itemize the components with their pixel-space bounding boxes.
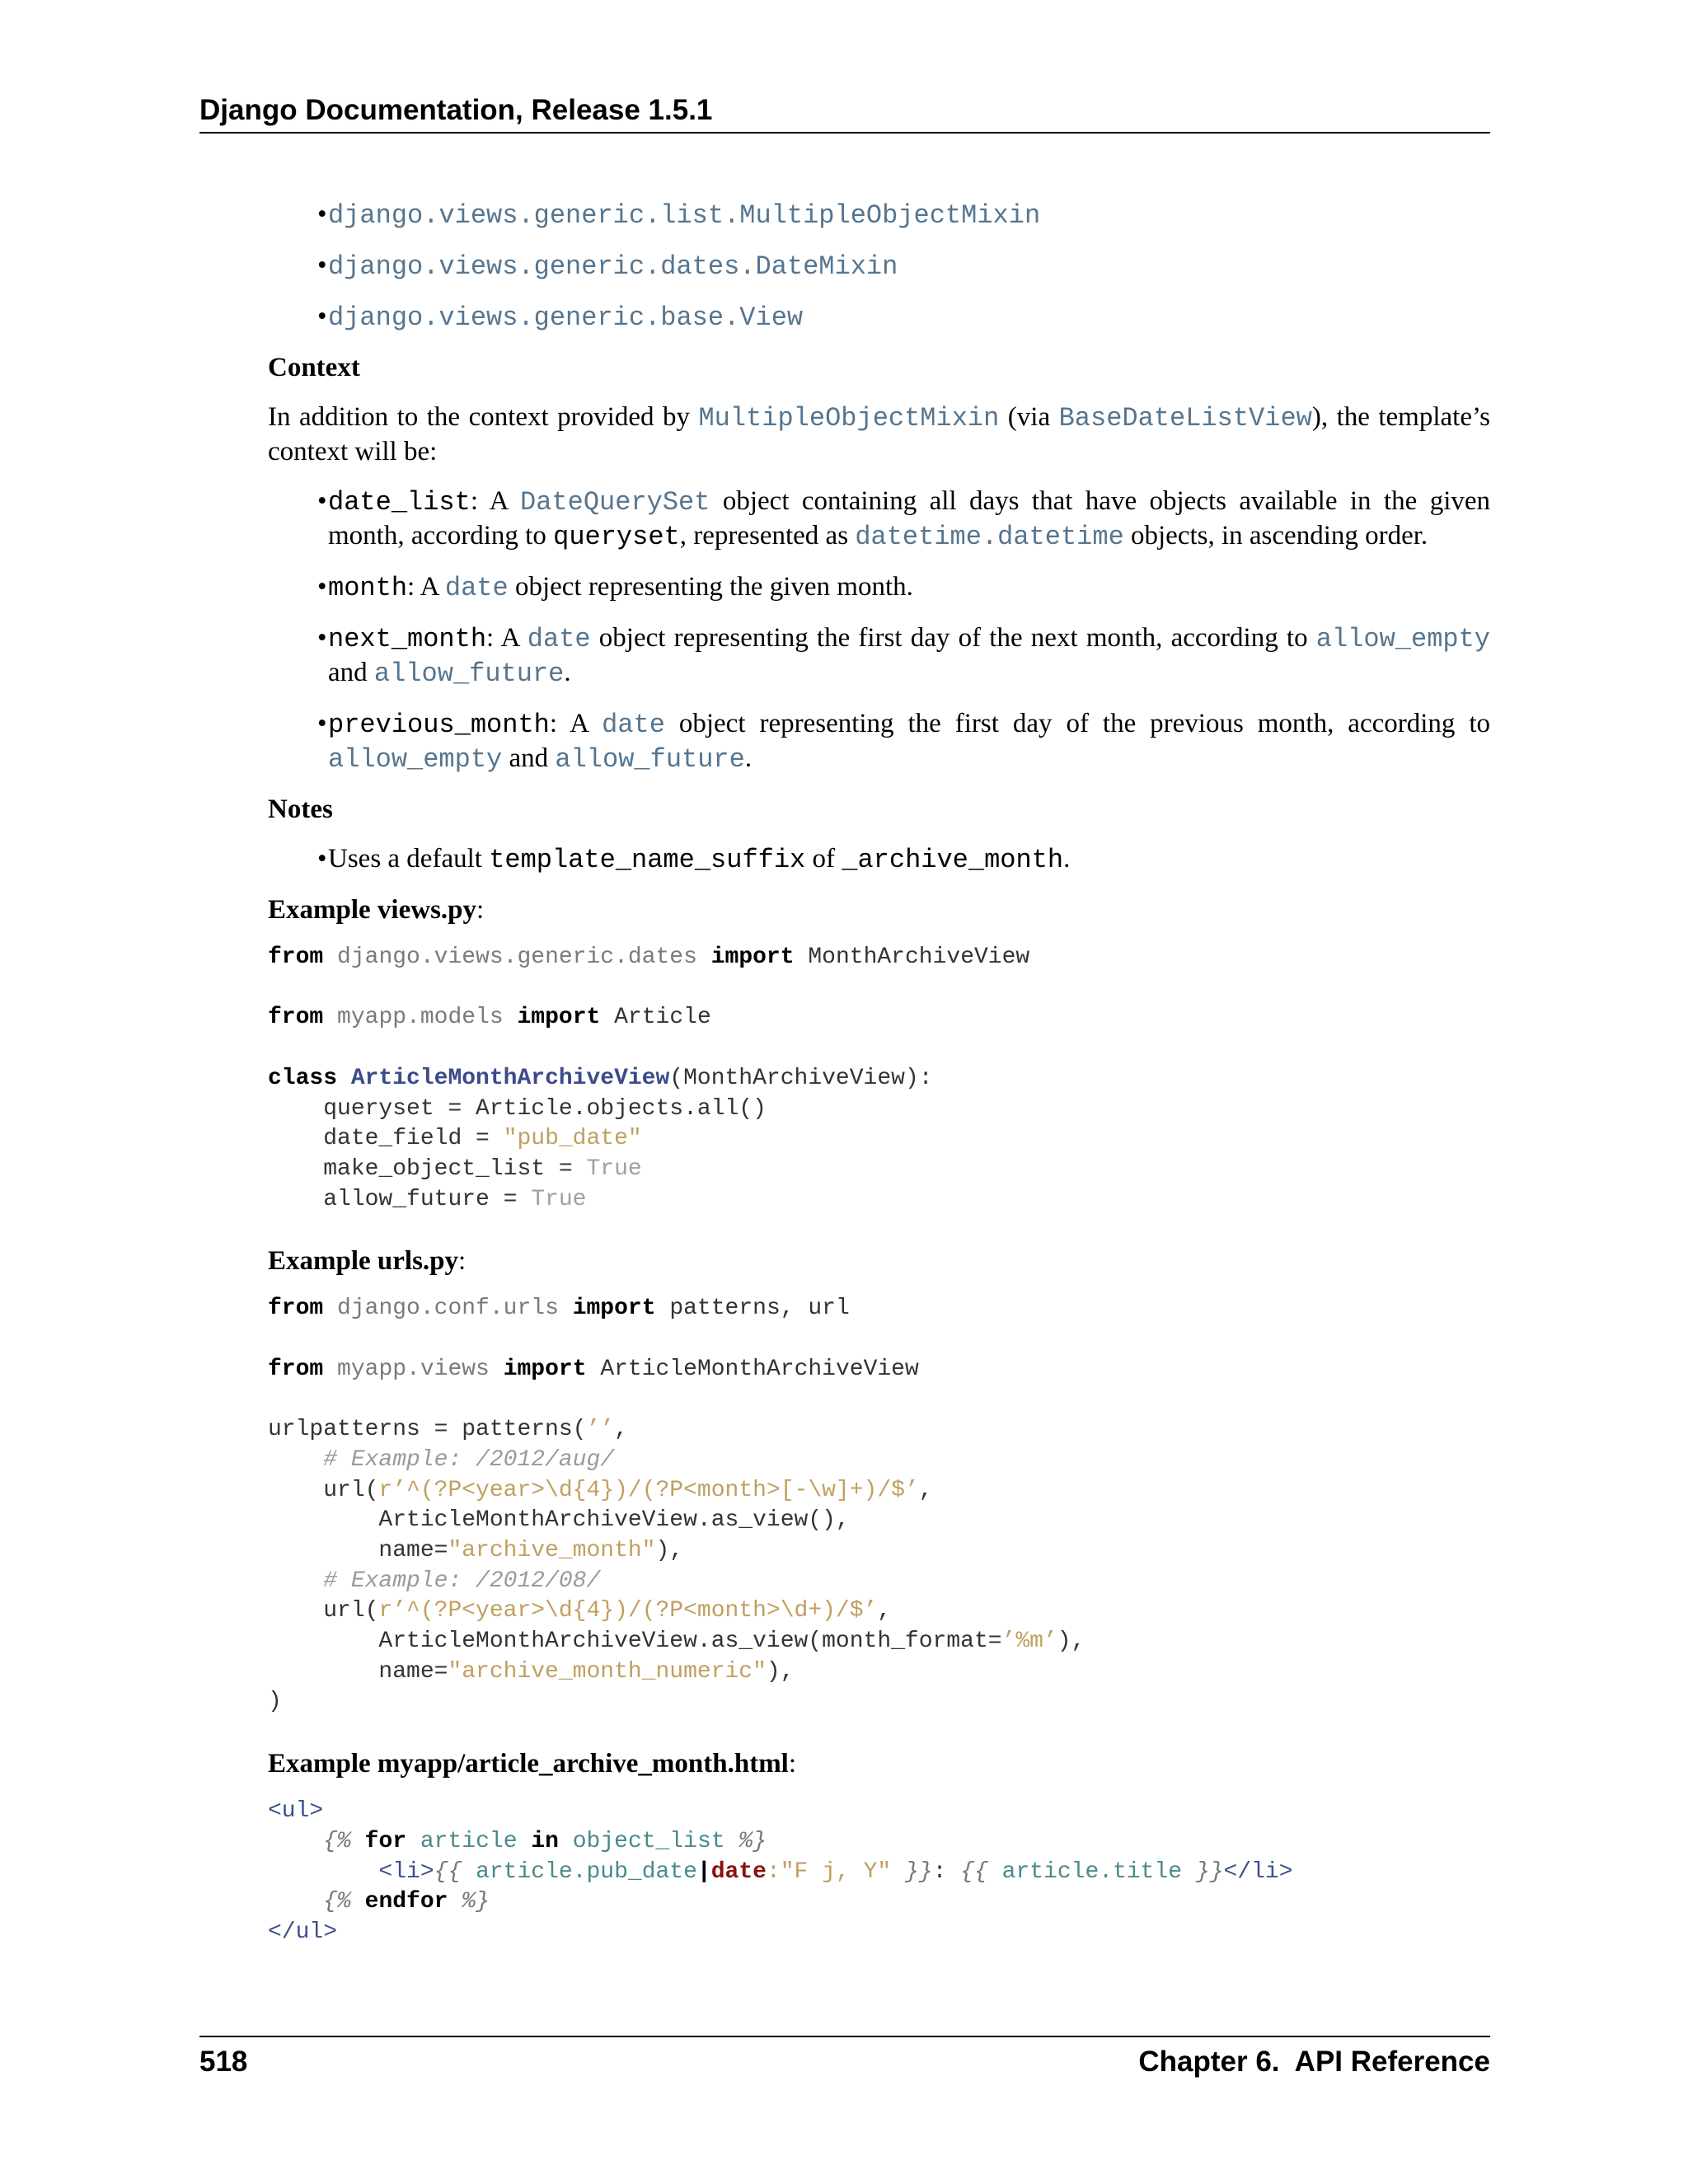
module: myapp.views xyxy=(337,1356,490,1382)
string: ’’ xyxy=(586,1417,615,1443)
text: : xyxy=(932,1858,947,1885)
template-delimiter: {{ xyxy=(960,1858,988,1885)
code-template-name-suffix: template_name_suffix xyxy=(489,845,806,875)
template-delimiter: %} xyxy=(738,1828,767,1854)
string: r’^(?P<year>\d{4})/(?P<month>[-\w]+)/$’ xyxy=(378,1477,919,1503)
code-line: , xyxy=(614,1417,628,1443)
keyword: from xyxy=(268,944,324,970)
context-item-previous-month xyxy=(268,707,1490,776)
module: django.views.generic.dates xyxy=(337,944,697,970)
keyword: in xyxy=(531,1828,559,1854)
link-allow-empty[interactable]: allow_empty xyxy=(328,744,503,775)
context-heading: Context xyxy=(268,353,360,382)
example-views-heading xyxy=(268,893,1490,926)
keyword: class xyxy=(268,1065,338,1091)
code-line: queryset = Article.objects.all() xyxy=(323,1095,767,1122)
text: , represented as xyxy=(679,521,856,551)
keyword: import xyxy=(710,944,795,970)
text: . xyxy=(744,743,753,773)
link-datequeryset[interactable]: DateQuerySet xyxy=(520,487,710,518)
context-items xyxy=(268,485,1490,776)
text: objects, in ascending order. xyxy=(1123,521,1428,551)
code-line: ), xyxy=(1057,1629,1085,1655)
module: django.conf.urls xyxy=(337,1296,559,1322)
code-line: urlpatterns = patterns( xyxy=(268,1417,587,1443)
name: ArticleMonthArchiveView xyxy=(600,1356,919,1382)
heading-text: Example myapp/article_archive_month.html xyxy=(268,1749,789,1779)
constant: True xyxy=(586,1155,642,1182)
comment: # Example: /2012/08/ xyxy=(323,1568,601,1594)
mixin-link-multipleobjectmixin[interactable]: django.views.generic.list.MultipleObjectMixin xyxy=(328,200,1041,231)
text: In addition to the context provided by xyxy=(268,402,699,432)
page-footer xyxy=(199,2036,1490,2087)
link-allow-future[interactable]: allow_future xyxy=(555,744,745,775)
text: object representing the first day of the previous month, according to xyxy=(664,709,1491,738)
comment: # Example: /2012/aug/ xyxy=(323,1446,615,1473)
string: "pub_date" xyxy=(503,1126,642,1152)
text: object containing all days that have objects available in the given month, according to xyxy=(328,486,1491,551)
code-line: url( xyxy=(323,1598,379,1624)
context-item-date-list xyxy=(268,485,1490,554)
html-tag: <ul> xyxy=(268,1798,324,1825)
text: : xyxy=(766,1858,781,1885)
template-code-block xyxy=(268,1797,1490,1948)
template-delimiter: }} xyxy=(1195,1858,1224,1885)
link-basedatelistview[interactable]: BaseDateListView xyxy=(1058,403,1312,434)
context-item-next-month xyxy=(268,621,1490,691)
var-name: month xyxy=(328,573,408,603)
text: and xyxy=(328,658,374,687)
link-allow-future[interactable]: allow_future xyxy=(373,658,565,689)
code-line: name= xyxy=(378,1537,448,1563)
keyword: import xyxy=(517,1005,601,1031)
link-datetime[interactable]: datetime.datetime xyxy=(855,522,1124,552)
html-tag: </li> xyxy=(1223,1858,1293,1885)
mixin-link-view[interactable]: django.views.generic.base.View xyxy=(328,302,804,333)
text: (via xyxy=(999,402,1059,432)
header-title: Django Documentation, Release 1.5.1 xyxy=(199,94,713,126)
text: : A xyxy=(470,486,521,516)
text: object representing the given month. xyxy=(508,572,913,602)
template-var: article xyxy=(420,1828,518,1854)
template-delimiter: {% xyxy=(323,1828,351,1854)
code-archive-month: _archive_month xyxy=(842,845,1064,875)
code-queryset: queryset xyxy=(553,522,680,552)
constant: True xyxy=(531,1186,587,1212)
text: and xyxy=(502,743,556,773)
urls-code-block xyxy=(268,1294,1490,1718)
text: Uses a default xyxy=(328,844,490,874)
keyword: import xyxy=(503,1356,587,1382)
list-item xyxy=(268,300,1490,335)
string: "archive_month_numeric" xyxy=(448,1658,767,1685)
list-item xyxy=(268,198,1490,232)
code-line: ), xyxy=(655,1537,684,1563)
keyword: import xyxy=(572,1296,656,1322)
template-delimiter: {% xyxy=(323,1889,351,1915)
text: : xyxy=(788,1749,797,1779)
html-tag: <li> xyxy=(378,1858,434,1885)
string: ’%m’ xyxy=(1001,1629,1057,1655)
template-var: object_list xyxy=(572,1828,725,1854)
link-date[interactable]: date xyxy=(527,624,591,654)
context-item-month xyxy=(268,570,1490,605)
keyword: from xyxy=(268,1296,324,1322)
code-line: ) xyxy=(268,1689,282,1715)
text: ), the template’s context will be: xyxy=(268,402,1490,466)
code-line: ), xyxy=(766,1658,795,1685)
page-number: 518 xyxy=(199,2046,248,2078)
template-var: article.title xyxy=(1001,1858,1183,1885)
text: : xyxy=(476,895,485,925)
notes-heading: Notes xyxy=(268,794,333,824)
text: : A xyxy=(407,572,445,602)
pipe: | xyxy=(696,1858,711,1885)
class-name: ArticleMonthArchiveView xyxy=(350,1065,670,1091)
code-line: url( xyxy=(323,1477,379,1503)
var-name: date_list xyxy=(328,487,471,518)
chapter-title: Chapter 6. API Reference xyxy=(1138,2046,1490,2078)
link-allow-empty[interactable]: allow_empty xyxy=(1315,624,1490,654)
mixin-list xyxy=(268,198,1490,335)
code-line: make_object_list = xyxy=(323,1155,587,1182)
template-delimiter: %} xyxy=(462,1889,490,1915)
text: : A xyxy=(486,623,528,653)
page-header xyxy=(199,92,1490,134)
name: MonthArchiveView xyxy=(808,944,1030,970)
mixin-link-datemixin[interactable]: django.views.generic.dates.DateMixin xyxy=(328,251,898,282)
template-delimiter: {{ xyxy=(434,1858,462,1885)
string: "archive_month" xyxy=(448,1537,656,1563)
html-tag: </ul> xyxy=(268,1919,338,1945)
var-name: next_month xyxy=(328,624,487,654)
keyword: for xyxy=(364,1828,407,1854)
code-line: , xyxy=(918,1477,933,1503)
list-item xyxy=(268,249,1490,284)
name: Article xyxy=(614,1005,711,1031)
views-code-block xyxy=(268,943,1490,1215)
text: . xyxy=(1063,844,1071,874)
link-date[interactable]: date xyxy=(602,710,665,740)
text: object representing the first day of the next month, according to xyxy=(590,623,1316,653)
template-delimiter: }} xyxy=(904,1858,933,1885)
list-item xyxy=(268,842,1490,877)
text: . xyxy=(564,658,571,687)
base-class: (MonthArchiveView): xyxy=(669,1065,933,1091)
template-var: article.pub_date xyxy=(476,1858,697,1885)
code-line: date_field = xyxy=(323,1126,504,1152)
string: r’^(?P<year>\d{4})/(?P<month>\d+)/$’ xyxy=(378,1598,878,1624)
code-line: , xyxy=(877,1598,892,1624)
keyword: from xyxy=(268,1356,324,1382)
name: patterns, url xyxy=(669,1296,850,1322)
keyword: from xyxy=(268,1005,324,1031)
link-date[interactable]: date xyxy=(444,573,509,603)
text: of xyxy=(805,844,842,874)
link-multipleobjectmixin[interactable]: MultipleObjectMixin xyxy=(698,403,1000,434)
notes-list xyxy=(268,842,1490,877)
code-line: name= xyxy=(378,1658,448,1685)
code-line: ArticleMonthArchiveView.as_view(month_format= xyxy=(378,1629,1002,1655)
keyword: endfor xyxy=(364,1889,448,1915)
code-line: ArticleMonthArchiveView.as_view(), xyxy=(378,1507,850,1534)
text: : xyxy=(458,1246,467,1277)
var-name: previous_month xyxy=(328,710,550,740)
heading-text: Example urls.py xyxy=(268,1246,459,1277)
example-urls-heading xyxy=(268,1244,1490,1277)
string: "F j, Y" xyxy=(780,1858,892,1885)
context-intro xyxy=(268,401,1490,468)
text: : A xyxy=(549,709,603,738)
main-content xyxy=(268,198,1490,1978)
code-line: allow_future = xyxy=(323,1186,532,1212)
template-filter: date xyxy=(710,1858,767,1885)
example-template-heading xyxy=(268,1747,1490,1780)
heading-text: Example views.py xyxy=(268,895,477,925)
module: myapp.models xyxy=(337,1005,504,1031)
